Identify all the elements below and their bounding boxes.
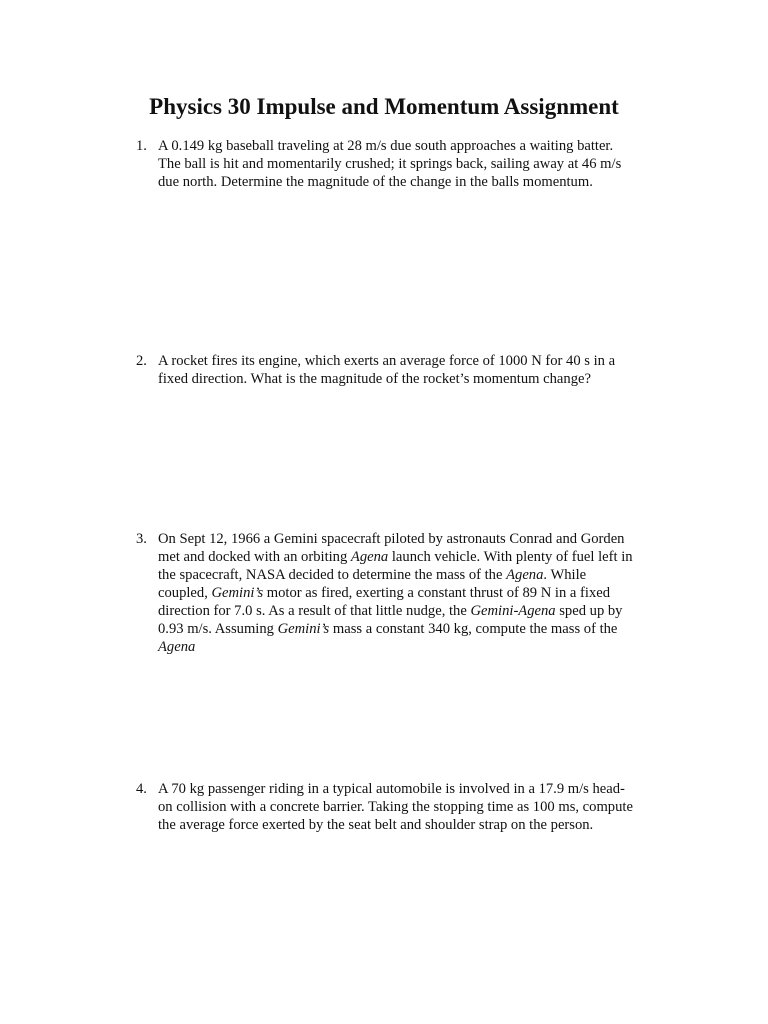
text-run: met and docked with an orbiting — [158, 549, 351, 565]
question-number: 1. — [136, 138, 147, 154]
question-line: Agena — [158, 639, 196, 655]
italic-term: Agena — [350, 549, 389, 565]
text-run: launch vehicle. With plenty of fuel left in — [388, 549, 633, 565]
question-line: On Sept 12, 1966 a Gemini spacecraft piloted by astronauts Conrad and Gorden — [158, 531, 625, 547]
question-line — [158, 548, 670, 566]
question-line: due north. Determine the magnitude of the change in the balls momentum. — [158, 174, 593, 190]
text-run: coupled, — [158, 585, 212, 601]
text-run: sped up by — [555, 603, 623, 619]
text-run: 0.93 m/s. Assuming — [158, 621, 278, 637]
italic-term: Agena — [506, 567, 544, 583]
italic-term: Gemini’s — [277, 621, 330, 637]
question-line — [158, 602, 670, 620]
question-text — [158, 530, 670, 656]
text-run: direction for 7.0 s. As a result of that little nudge, the — [158, 603, 471, 619]
text-run: . While — [543, 567, 587, 583]
question-line: A 70 kg passenger riding in a typical automobile is involved in a 17.9 m/s head- — [158, 781, 625, 797]
question-line: A 0.149 kg baseball traveling at 28 m/s due south approaches a waiting batter. — [158, 138, 614, 154]
question-line: The ball is hit and momentarily crushed; it springs back, sailing away at 46 m/s — [158, 156, 622, 172]
question-line: the average force exerted by the seat belt and shoulder strap on the person. — [158, 817, 594, 833]
question-line: A rocket fires its engine, which exerts an average force of 1000 N for 40 s in a — [158, 353, 616, 369]
question-text — [158, 780, 670, 834]
question-number: 2. — [136, 353, 147, 369]
text-run: mass a constant 340 kg, compute the mass of the — [329, 621, 618, 637]
question-line: fixed direction. What is the magnitude of the rocket’s momentum change? — [158, 371, 591, 387]
italic-term: Gemini’s — [211, 585, 264, 601]
question-text — [158, 137, 670, 191]
text-run: motor as fired, exerting a constant thrust of 89 N in a fixed — [263, 585, 611, 601]
italic-term: Gemini-Agena — [470, 603, 556, 619]
question-line — [158, 584, 670, 602]
question-text — [158, 352, 670, 388]
question-number: 3. — [136, 531, 147, 547]
question-number: 4. — [136, 781, 147, 797]
question-line — [158, 566, 670, 584]
question-line — [158, 620, 670, 638]
text-run: the spacecraft, NASA decided to determine the mass of the — [158, 567, 507, 583]
question-line: on collision with a concrete barrier. Taking the stopping time as 100 ms, compute — [158, 799, 633, 815]
page-title: Physics 30 Impulse and Momentum Assignment — [149, 94, 619, 119]
